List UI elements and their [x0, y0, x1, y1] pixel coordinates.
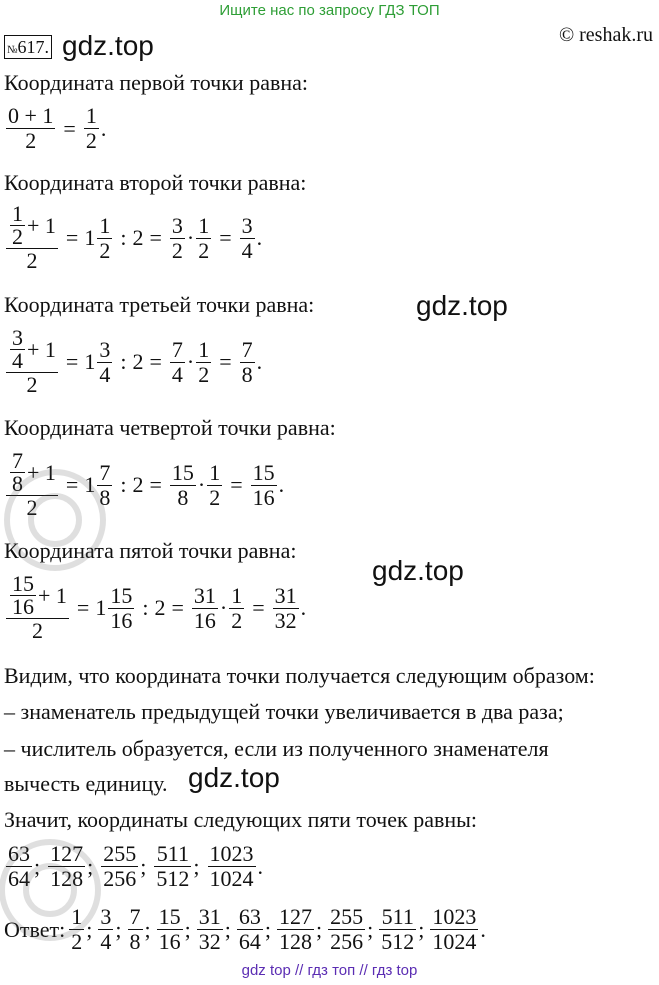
fraction: $\frac{127}{128}$ [279, 904, 313, 954]
divisor: 2 [132, 349, 144, 374]
multiply-dot: · [197, 472, 206, 497]
denominator: 2 [12, 224, 23, 249]
mixed-number: 1 $\frac{15}{16}$ [95, 582, 133, 633]
period: . [256, 225, 263, 250]
equation-3 [4, 327, 262, 397]
fraction [84, 104, 99, 153]
fraction: $\frac{3}{4}$ [100, 904, 112, 954]
next-points-row: $\frac{63}{64}$ ; $\frac{127}{128}$ ; $\frac{255}{256}$ ; $\frac{511}{512}$ ; $\frac{1023}{1024}$ . [8, 841, 263, 891]
text-rule-2: – числитель образуется, если из полученного знаменателя [4, 736, 549, 761]
mixed-number: 1 $\frac{1}{2}$ [84, 212, 111, 263]
text-rule-3: вычесть единицу. [4, 771, 168, 796]
equation-5 [4, 573, 306, 643]
line-point-5: Координата пятой точки равна: [4, 538, 297, 563]
text-seen: Видим, что координата точки получается следующим образом: [4, 663, 595, 688]
fraction: $\frac{63}{64}$ [238, 904, 261, 954]
brand-watermark: gdz.top [372, 555, 464, 586]
brand-watermark: gdz.top [188, 762, 280, 793]
equals-sign: = [171, 595, 184, 620]
fraction: $\frac{31}{32}$ [274, 582, 297, 633]
multiply-dot: · [219, 595, 228, 620]
compound-fraction: $\frac{15}{16}$ + 1 2 [6, 573, 69, 643]
compound-fraction: $\frac{3}{4}$ + 1 2 [6, 327, 58, 397]
colon-sign: : [120, 472, 127, 497]
period: . [278, 472, 285, 497]
equals-sign: = [65, 472, 79, 497]
brand-heading: gdz.top [62, 30, 154, 61]
colon-sign: : [120, 225, 127, 250]
bottom-banner-link[interactable]: gdz top // гдз топ // гдз top [241, 962, 418, 979]
denominator: 2 [25, 128, 37, 153]
fraction: $\frac{1}{2}$ [198, 212, 210, 263]
equation-1 [4, 104, 106, 153]
equation-2 [4, 203, 262, 273]
fraction: $\frac{3}{4}$ [241, 212, 253, 263]
fraction: $\frac{1}{2}$ [198, 336, 210, 387]
fraction: $\frac{511}{512}$ [381, 904, 415, 954]
fraction: $\frac{127}{128}$ [50, 841, 84, 891]
fraction: $\frac{63}{64}$ [8, 841, 30, 891]
fraction: $\frac{15}{16}$ [158, 904, 181, 954]
fraction: $\frac{1023}{1024}$ [209, 841, 254, 891]
equals-sign: = [76, 595, 90, 620]
task-number-box [4, 35, 52, 59]
fraction: $\frac{31}{16}$ [193, 582, 216, 633]
task-number: 617. [17, 37, 49, 57]
equals-sign: = [252, 595, 265, 620]
fraction: $\frac{15}{8}$ [171, 459, 194, 510]
copyright-text: © reshak.ru [558, 24, 653, 46]
denominator: 2 [85, 128, 97, 153]
brand-watermark: gdz.top [416, 290, 508, 321]
line-point-4: Координата четвертой точки равна: [4, 415, 336, 440]
equals-sign: = [65, 349, 79, 374]
divisor: 2 [132, 472, 144, 497]
fraction: $\frac{255}{256}$ [103, 841, 137, 891]
colon-sign: : [142, 595, 149, 620]
numerator: 1 [85, 103, 97, 128]
equals-sign: = [219, 349, 232, 374]
fraction: $\frac{7}{4}$ [171, 336, 183, 387]
answer-label: Ответ: [4, 916, 66, 942]
period: . [256, 349, 263, 374]
period: . [100, 115, 107, 141]
denominator: 2 [26, 248, 38, 273]
mixed-number: 1 $\frac{7}{8}$ [84, 459, 111, 510]
equals-sign: = [230, 472, 243, 497]
number-sign: № [7, 44, 18, 56]
equals-sign: = [219, 225, 232, 250]
divisor: 2 [132, 225, 144, 250]
multiply-dot: · [186, 225, 195, 250]
fraction: $\frac{31}{32}$ [198, 904, 221, 954]
fraction: $\frac{15}{16}$ [252, 459, 275, 510]
fraction: $\frac{7}{8}$ [129, 904, 141, 954]
divisor: 2 [154, 595, 166, 620]
fraction [6, 104, 55, 153]
fraction: $\frac{255}{256}$ [330, 904, 364, 954]
numerator: 0 + 1 [8, 103, 54, 128]
mixed-number: 1 $\frac{3}{4}$ [84, 336, 111, 387]
line-point-3: Координата третьей точки равна: [4, 292, 315, 317]
equals-sign: = [149, 225, 162, 250]
multiply-dot: · [186, 349, 195, 374]
equals-sign: = [63, 115, 76, 141]
top-banner-link[interactable]: Ищите нас по запросу ГДЗ ТОП [219, 2, 440, 19]
fraction: $\frac{3}{2}$ [171, 212, 183, 263]
fraction: $\frac{7}{8}$ [241, 336, 253, 387]
line-point-2: Координата второй точки равна: [4, 170, 307, 195]
colon-sign: : [120, 349, 127, 374]
compound-fraction: $\frac{7}{8}$ + 1 2 [6, 450, 58, 520]
equals-sign: = [149, 349, 162, 374]
equals-sign: = [149, 472, 162, 497]
fraction: $\frac{511}{512}$ [156, 841, 190, 891]
fraction: $\frac{1}{2}$ [231, 582, 243, 633]
plus-one: + 1 [27, 212, 56, 238]
numerator: 1 [12, 201, 23, 226]
equation-4 [4, 450, 284, 520]
line-point-1: Координата первой точки равна: [4, 70, 309, 95]
period: . [300, 595, 307, 620]
fraction: $\frac{1}{2}$ [71, 904, 83, 954]
fraction: $\frac{1}{2}$ [209, 459, 221, 510]
equals-sign: = [65, 225, 79, 250]
text-next: Значит, координаты следующих пяти точек равны: [4, 807, 478, 832]
answer-row: Ответ: $\frac{1}{2}$ ; $\frac{3}{4}$ ; $\frac{7}{8}$ ; $\frac{15}{16}$ ; $\frac{31}{32}$ ; $\frac{63}{64}$ ; $\frac{127}{128}$ ; $\frac{255}{256}$ ; $\frac{511}{512}$ ; $\frac{1023}{1024}$ . [4, 904, 486, 954]
text-rule-1: – знаменатель предыдущей точки увеличивается в два раза; [4, 699, 564, 724]
fraction: $\frac{1023}{1024}$ [432, 904, 477, 954]
compound-fraction [6, 203, 58, 273]
